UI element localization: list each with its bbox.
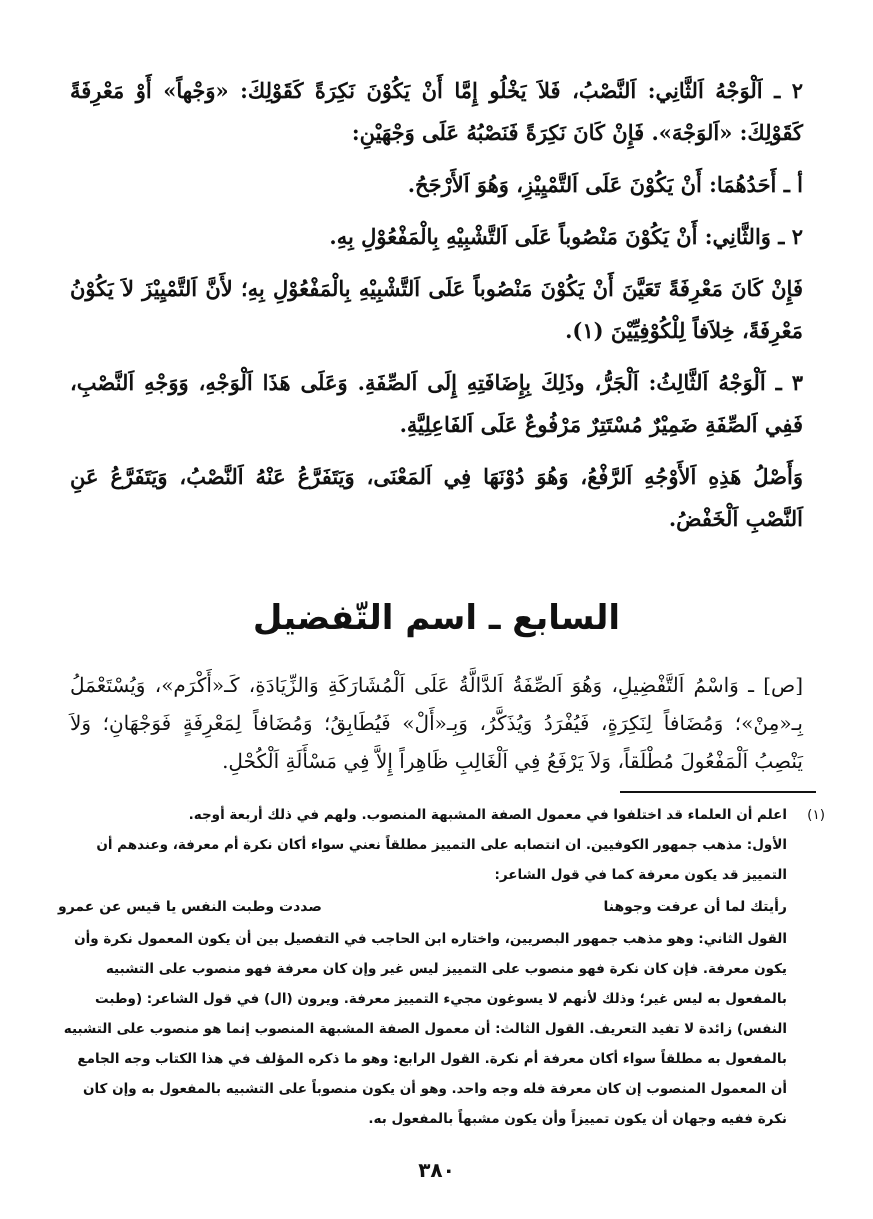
paragraph-tafdil: [ص] ـ وَاسْمُ اَلتَّفْضِيلِ، وَهُوَ اَلصِّفَةُ اَلدَّالَّةُ عَلَى اَلْمُشَارَكَةِ وَالزِّيَادَةِ، كَـ«أَكْرَم»، وَيُسْتَعْمَلُ بِـ«مِنْ»؛ وَمُضَافاً لِنَكِرَةٍ، فَيُفْرَدُ وَيُذَكَّرُ، وَبِـ«أَلْ» فَيُطَابِقُ؛ وَمُضَافاً لِمَعْرِفَةٍ فَوَجْهَانِ؛ وَلاَ يَنْصِبُ اَلْمَفْعُولَ مُطْلَقاً، وَلاَ يَرْفَعُ فِي اَلْغَالِبِ ظَاهِراً إِلاَّ فِي مَسْأَلَةِ اَلْكُحْلِ. — [70, 673, 803, 773]
section-heading: السابع ـ اسم التّفضيل — [252, 598, 621, 638]
paragraph-first-option: أ ـ أَحَدُهُمَا: أَنْ يَكُوْنَ عَلَى اَلتَّمْيِيْزِ، وَهُوَ اَلأَرْجَحُ. — [407, 172, 803, 197]
paragraph-third-aspect: ٣ ـ اَلْوَجْهُ اَلثَّالِثُ: اَلْجَرُّ، وذَلِكَ بِإِضَافَتِهِ إِلَى اَلصِّفَةِ. وَعَلَى هَذَا اَلْوَجْهِ، وَوَجْهِ اَلنَّصْبِ، فَفِي اَلصِّفَةِ ضَمِيْرٌ مُسْتَتِرٌ مَرْفُوعٌ عَلَى اَلفَاعِلِيَّةِ. — [70, 370, 803, 437]
footnote-line: اعلم أن العلماء قد اختلفوا في معمول الصفة المشبهة المنصوب. ولهم في ذلك أربعة أوجه. — [188, 807, 787, 823]
paragraph-definite-case: فَإِنْ كَانَ مَعْرِفَةً تَعَيَّنَ أَنْ يَكُوْنَ مَنْصُوباً عَلَى اَلتَّشْبِيْهِ بِالْمَفْعُوْلِ بِهِ؛ لأَنَّ اَلتَّمْيِيْزَ لاَ يَكُوْنُ مَعْرِفَةً، خِلاَفاً لِلْكُوْفِيِّيْنَ (١). — [70, 276, 803, 343]
footnote-divider — [620, 791, 816, 793]
poetry-verse — [58, 892, 825, 922]
footnote-first-line — [58, 800, 825, 830]
main-text — [70, 70, 803, 780]
verse-second-hemistich: صددت وطبت النفس يا قيس عن عمرو — [58, 899, 322, 915]
footnote-line: الأول: مذهب جمهور الكوفيين. ان انتصابه على التمييز مطلقاً نعني سواء أكان نكرة أم معرفة، وعندهم أن التمييز قد يكون معرفة كما في قول الشاعر: — [96, 837, 787, 883]
paragraph-second-aspect: ٢ ـ اَلْوَجْهُ اَلثَّانِي: اَلنَّصْبُ، فَلاَ يَخْلُو إِمَّا أَنْ يَكُوْنَ نَكِرَةً كَقَوْلِكَ: «وَجْهاً» أَوْ مَعْرِفَةً كَقَوْلِكَ: «اَلوَجْهَ». فَإِنْ كَانَ نَكِرَةً فَنَصْبُهُ عَلَى وَجْهَيْنِ: — [70, 78, 803, 145]
footnote-line: القول الثاني: وهو مذهب جمهور البصريين، واختاره ابن الحاجب في التفصيل بين أن يكون المعمول نكرة وأن يكون معرفة. فإن كان نكرة فهو منصوب على التمييز ليس غير وإن كان معرفة فهو منصوب على التشبيه بالمفعول به ليس غير؛ وذلك لأنهم لا يسوغون مجيء التمييز معرفة. ويرون (ال) في قول الشاعر: (وطبت النفس) زائدة لا تفيد التعريف. القول الثالث: أن معمول الصفة المشبهة المنصوب إنما هو منصوب على التشبيه بالمفعول به مطلقاً سواء أكان معرفة أم نكرة. القول الرابع: وهو ما ذكره المؤلف في هذا الكتاب وجه الجامع أن المعمول المنصوب إن كان معرفة فله وجه واحد. وهو أن يكون منصوباً على التشبيه بالمفعول به وإن كان نكرة ففيه وجهان أن يكون تمييزاً وأن يكون مشبهاً بالمفعول به. — [63, 931, 787, 1127]
paragraph-origin: وَأَصْلُ هَذِهِ اَلأَوْجُهِ اَلرَّفْعُ، وَهُوَ دُوْنَهَا فِي اَلمَعْنَى، وَيَتَفَرَّعُ عَنْهُ اَلنَّصْبُ، وَيَتَفَرَّعُ عَنِ اَلنَّصْبِ اَلْخَفْضُ. — [70, 464, 803, 531]
verse-first-hemistich: رأيتك لما أن عرفت وجوهنا — [603, 899, 787, 915]
paragraph-second-option: ٢ ـ وَالثَّانِي: أَنْ يَكُوْنَ مَنْصُوباً عَلَى اَلتَّشْبِيْهِ بِالْمَفْعُوْلِ بِهِ. — [329, 224, 803, 249]
footnote-number: (١) — [807, 807, 825, 823]
page-number: ٣٨٠ — [418, 1158, 455, 1182]
footnote — [58, 800, 825, 1134]
